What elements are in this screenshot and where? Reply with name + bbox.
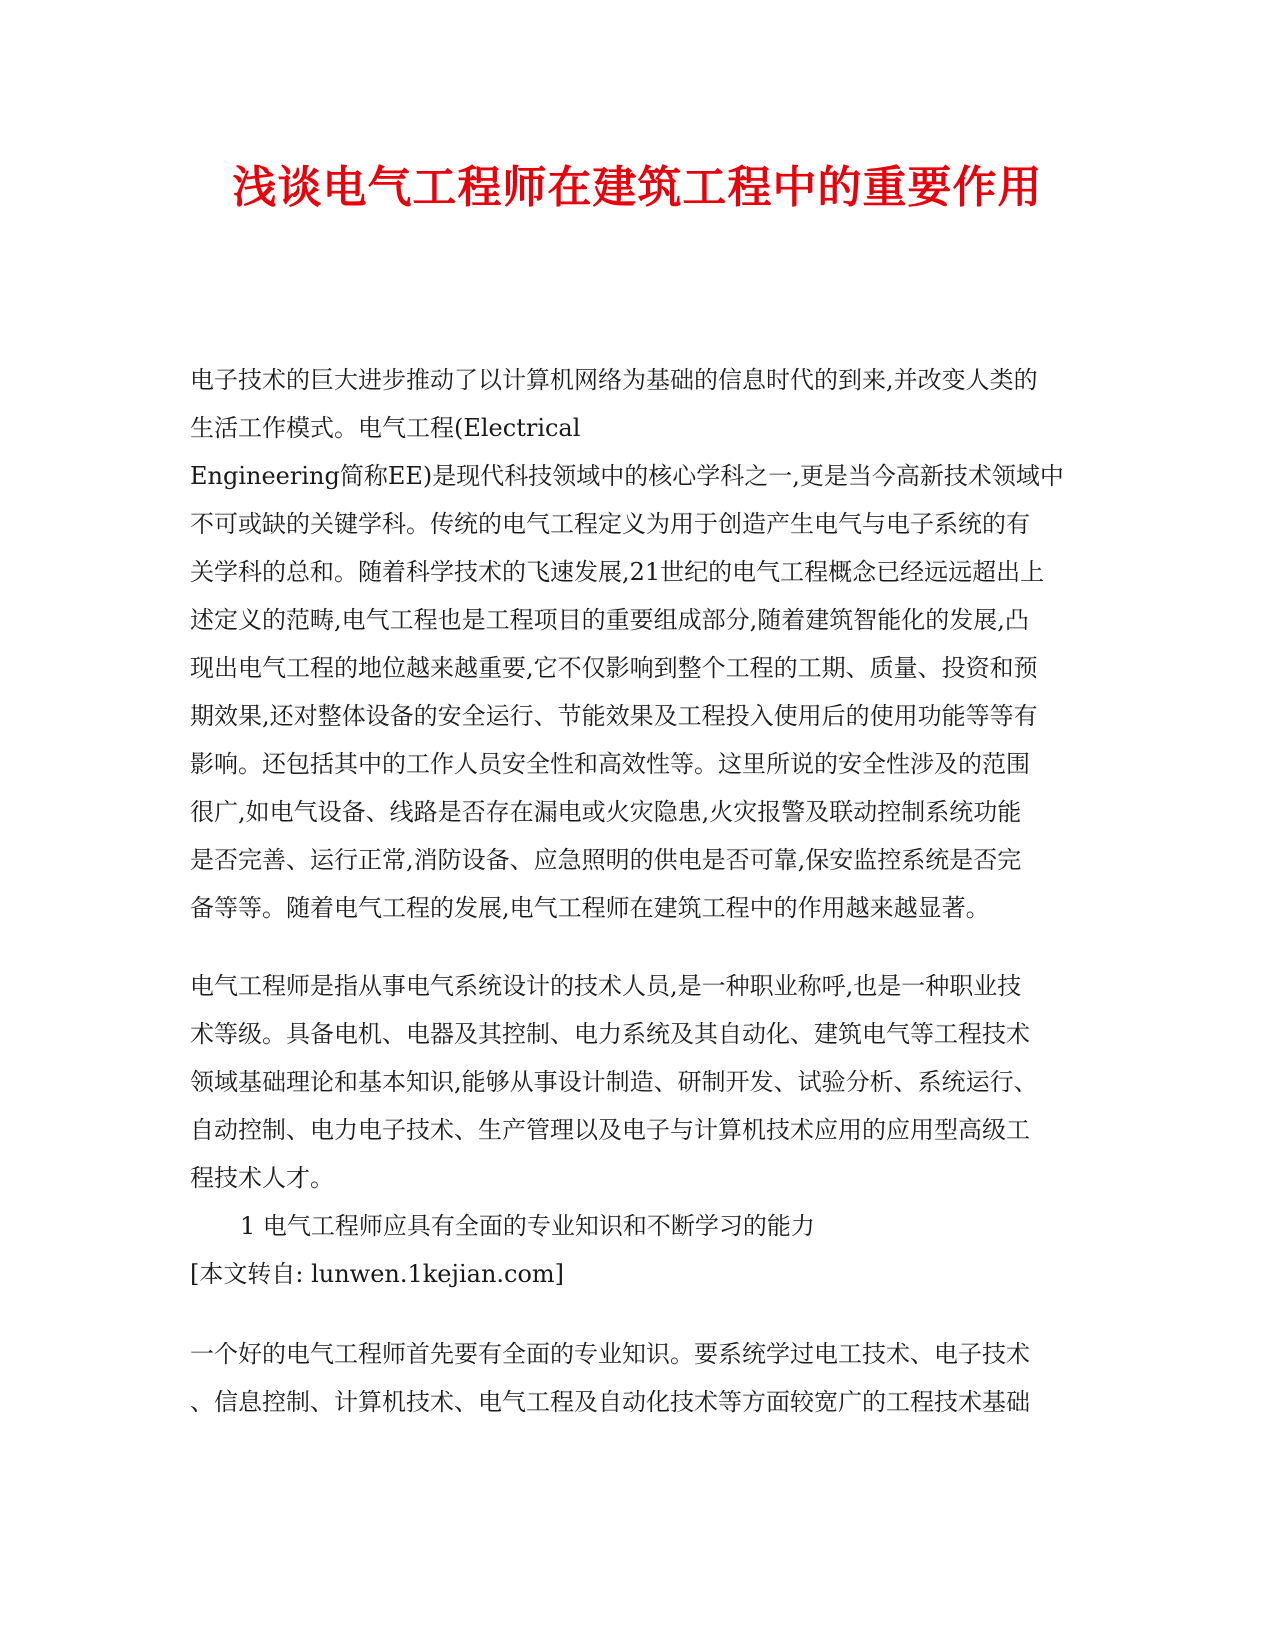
paragraph-2 <box>190 962 1090 1298</box>
paragraph-line: 关学科的总和。随着科学技术的飞速发展,21世纪的电气工程概念已经远远超出上 <box>190 558 1045 586</box>
paragraph-line: Engineering简称EE)是现代科技领域中的核心学科之一,更是当今高新技术领域中 <box>190 462 1064 490</box>
paragraph-line: 电子技术的巨大进步推动了以计算机网络为基础的信息时代的到来,并改变人类的 <box>190 366 1038 394</box>
paragraph-line: 领域基础理论和基本知识,能够从事设计制造、研制开发、试验分析、系统运行、 <box>190 1068 1038 1096</box>
paragraph-line: 生活工作模式。电气工程(Electrical <box>190 414 581 442</box>
paragraph-line: 术等级。具备电机、电器及其控制、电力系统及其自动化、建筑电气等工程技术 <box>190 1020 1030 1048</box>
paragraph-line: 备等等。随着电气工程的发展,电气工程师在建筑工程中的作用越来越显著。 <box>190 894 990 922</box>
paragraph-line: 影响。还包括其中的工作人员安全性和高效性等。这里所说的安全性涉及的范围 <box>190 750 1030 778</box>
paragraph-line: 很广,如电气设备、线路是否存在漏电或火灾隐患,火灾报警及联动控制系统功能 <box>190 798 1022 826</box>
document-title: 浅谈电气工程师在建筑工程中的重要作用 <box>232 162 1043 213</box>
paragraph-line: 一个好的电气工程师首先要有全面的专业知识。要系统学过电工技术、电子技术 <box>190 1340 1030 1368</box>
paragraph-line: 程技术人才。 <box>190 1164 334 1192</box>
paragraph-line: 期效果,还对整体设备的安全运行、节能效果及工程投入使用后的使用功能等等有 <box>190 702 1038 730</box>
paragraph-line: 电气工程师是指从事电气系统设计的技术人员,是一种职业称呼,也是一种职业技 <box>190 972 1022 1000</box>
source-note: [本文转自: lunwen.1kejian.com] <box>190 1260 565 1288</box>
section-heading: 1 电气工程师应具有全面的专业知识和不断学习的能力 <box>240 1212 815 1240</box>
paragraph-3 <box>190 1330 1090 1426</box>
paragraph-line: 现出电气工程的地位越来越重要,它不仅影响到整个工程的工期、质量、投资和预 <box>190 654 1038 682</box>
paragraph-1 <box>190 356 1090 932</box>
paragraph-line: 、信息控制、计算机技术、电气工程及自动化技术等方面较宽广的工程技术基础 <box>190 1388 1030 1416</box>
paragraph-line: 不可或缺的关键学科。传统的电气工程定义为用于创造产生电气与电子系统的有 <box>190 510 1030 538</box>
paragraph-line: 自动控制、电力电子技术、生产管理以及电子与计算机技术应用的应用型高级工 <box>190 1116 1030 1144</box>
paragraph-line: 述定义的范畴,电气工程也是工程项目的重要组成部分,随着建筑智能化的发展,凸 <box>190 606 1029 634</box>
paragraph-line: 是否完善、运行正常,消防设备、应急照明的供电是否可靠,保安监控系统是否完 <box>190 846 1022 874</box>
